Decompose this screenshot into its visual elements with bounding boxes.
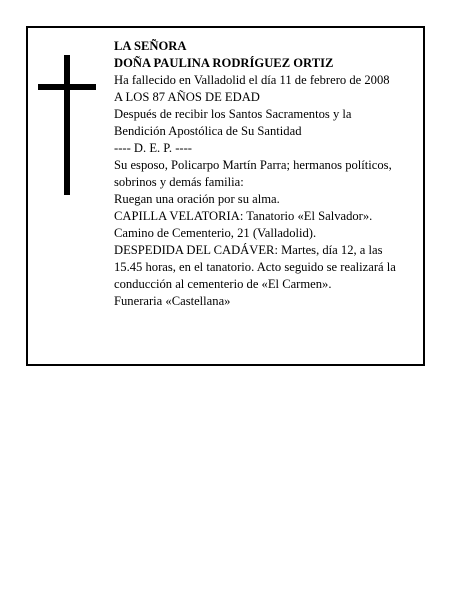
funeral-home: Funeraria «Castellana» [114, 294, 231, 308]
obituary-text [114, 38, 420, 310]
deceased-name: DOÑA PAULINA RODRÍGUEZ ORTIZ [114, 56, 334, 70]
sacraments-line-1: Después de recibir los Santos Sacramentos y la [114, 107, 352, 121]
cross-vertical-bar [64, 55, 70, 195]
farewell-line-1: DESPEDIDA DEL CADÁVER: Martes, día 12, a las [114, 243, 383, 257]
notice-heading-title: LA SEÑORA [114, 39, 187, 53]
family-line-2: sobrinos y demás familia: [114, 175, 244, 189]
age-line: A LOS 87 AÑOS DE EDAD [114, 90, 260, 104]
chapel-line-1: CAPILLA VELATORIA: Tanatorio «El Salvador». [114, 209, 373, 223]
death-announcement: Ha fallecido en Valladolid el día 11 de febrero de 2008 [114, 73, 390, 87]
chapel-line-2: Camino de Cementerio, 21 (Valladolid). [114, 226, 317, 240]
family-line-1: Su esposo, Policarpo Martín Parra; hermanos políticos, [114, 158, 392, 172]
farewell-line-3: conducción al cementerio de «El Carmen». [114, 277, 332, 291]
farewell-line-2: 15.45 horas, en el tanatorio. Acto seguido se realizará la [114, 260, 396, 274]
rip-line: ---- D. E. P. ---- [114, 141, 192, 155]
prayer-line: Ruegan una oración por su alma. [114, 192, 280, 206]
cross-horizontal-bar [38, 84, 96, 90]
sacraments-line-2: Bendición Apostólica de Su Santidad [114, 124, 302, 138]
